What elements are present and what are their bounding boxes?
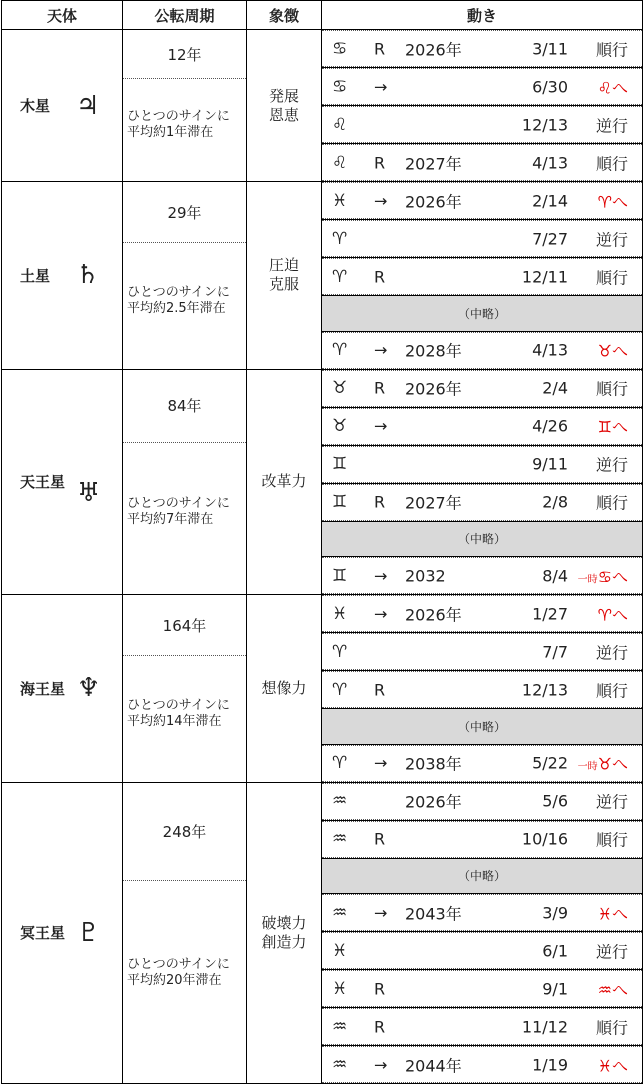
movement-cell bbox=[322, 30, 643, 68]
movement-date: 2/14 bbox=[532, 191, 568, 210]
movement-cell bbox=[322, 633, 643, 671]
movement-status: 逆行 bbox=[595, 643, 628, 662]
movement-mark: → bbox=[374, 566, 388, 585]
zodiac-sign-icon: ♈ bbox=[332, 753, 348, 773]
movement-year: 2044年 bbox=[405, 1056, 462, 1075]
movement-cell bbox=[322, 932, 643, 970]
planet-cell bbox=[2, 182, 123, 370]
movement-date: 12/13 bbox=[521, 680, 568, 699]
movement-date: 12/11 bbox=[521, 267, 568, 286]
movement-cell bbox=[322, 820, 643, 858]
movement-status: 順行 bbox=[595, 1018, 628, 1037]
header-period: 公転周期 bbox=[123, 1, 247, 30]
planet-cell bbox=[2, 595, 123, 783]
zodiac-sign-icon: ♉ bbox=[332, 378, 348, 398]
movement-status: ♈へ bbox=[597, 192, 628, 211]
zodiac-sign-icon: ♊ bbox=[332, 565, 348, 586]
movement-year: 2027年 bbox=[405, 493, 462, 513]
movement-mark: R bbox=[374, 153, 386, 172]
movement-date: 10/16 bbox=[521, 829, 568, 849]
movement-cell bbox=[322, 782, 643, 820]
planet-symbol-icon: ♅ bbox=[77, 477, 101, 508]
movement-status: 逆行 bbox=[595, 942, 628, 961]
movement-mark: R bbox=[374, 492, 386, 512]
planet-row bbox=[2, 782, 643, 820]
planet-cell bbox=[2, 30, 123, 182]
zodiac-sign-icon: ♒ bbox=[332, 829, 348, 849]
symbolism-cell: 圧迫 克服 bbox=[247, 182, 322, 370]
movement-cell bbox=[322, 483, 643, 521]
movement-cell bbox=[322, 220, 643, 258]
omitted-row: （中略） bbox=[322, 709, 643, 745]
movement-mark: R bbox=[374, 1017, 386, 1036]
movement-status: 順行 bbox=[595, 493, 628, 513]
zodiac-sign-icon: ♒ bbox=[332, 1016, 348, 1037]
movement-status: ♓へ bbox=[597, 904, 628, 923]
period-description: ひとつのサインに 平均約7年滞在 bbox=[127, 496, 230, 527]
zodiac-sign-icon: ♓ bbox=[332, 190, 348, 211]
movement-status: 逆行 bbox=[595, 116, 628, 135]
movement-status: ♌へ bbox=[597, 78, 628, 97]
movement-status: ♈へ bbox=[597, 605, 628, 624]
movement-status: 順行 bbox=[595, 40, 628, 59]
period-cell bbox=[123, 782, 247, 1084]
movement-cell bbox=[322, 744, 643, 782]
movement-year: 2028年 bbox=[405, 341, 462, 361]
period-description: ひとつのサインに 平均約20年滞在 bbox=[127, 957, 230, 988]
movement-mark: R bbox=[374, 680, 386, 699]
movement-cell bbox=[322, 182, 643, 220]
period-cell bbox=[123, 30, 247, 182]
planet-row bbox=[2, 595, 643, 633]
movement-cell bbox=[322, 68, 643, 106]
symbolism-cell: 改革力 bbox=[247, 369, 322, 595]
orbital-period: 248年 bbox=[123, 783, 246, 881]
planet-cell bbox=[2, 369, 123, 595]
planet-name: 海王星 bbox=[20, 679, 66, 698]
movement-cell bbox=[322, 894, 643, 932]
planet-symbol-icon: ♆ bbox=[77, 673, 101, 704]
symbolism-cell: 破壊力 創造力 bbox=[247, 782, 322, 1084]
omitted-row: （中略） bbox=[322, 521, 643, 557]
period-cell bbox=[123, 369, 247, 595]
movement-year: 2038年 bbox=[405, 754, 462, 774]
movement-date: 2/8 bbox=[542, 492, 568, 512]
movement-cell bbox=[322, 331, 643, 369]
movement-mark: R bbox=[374, 829, 386, 849]
movement-status: 逆行 bbox=[595, 455, 628, 475]
movement-cell bbox=[322, 557, 643, 595]
movement-year: 2026年 bbox=[405, 379, 462, 399]
movement-mark: → bbox=[374, 753, 388, 773]
movement-mark: → bbox=[374, 1055, 388, 1074]
zodiac-sign-icon: ♋ bbox=[332, 76, 348, 97]
movement-status bbox=[578, 564, 628, 587]
movement-status bbox=[578, 752, 628, 775]
movement-date: 1/27 bbox=[532, 604, 568, 623]
movement-year: 2032 bbox=[405, 566, 446, 585]
movement-year: 2043年 bbox=[405, 904, 462, 923]
planet-name: 土星 bbox=[20, 266, 51, 285]
zodiac-sign-icon: ♓ bbox=[332, 603, 348, 624]
movement-status: 順行 bbox=[595, 379, 628, 399]
period-cell bbox=[123, 182, 247, 370]
movement-mark: → bbox=[374, 191, 388, 210]
movement-cell bbox=[322, 671, 643, 709]
planet-name: 天王星 bbox=[20, 473, 66, 492]
planet-name: 冥王星 bbox=[20, 924, 66, 943]
movement-date: 4/26 bbox=[532, 416, 568, 436]
movement-mark: R bbox=[374, 267, 386, 286]
zodiac-sign-icon: ♋ bbox=[332, 38, 348, 59]
planet-symbol-icon: ♃ bbox=[76, 90, 100, 121]
zodiac-sign-icon: ♈ bbox=[332, 340, 348, 360]
header-movement: 動き bbox=[322, 1, 643, 30]
movement-mark: → bbox=[374, 416, 388, 436]
planet-row bbox=[2, 182, 643, 220]
movement-date: 1/19 bbox=[532, 1055, 568, 1074]
movement-date: 9/11 bbox=[532, 454, 568, 474]
movement-cell bbox=[322, 106, 643, 144]
zodiac-sign-icon: ♈ bbox=[332, 228, 348, 249]
orbital-period: 84年 bbox=[123, 370, 246, 443]
movement-mark: R bbox=[374, 39, 386, 58]
movement-date: 6/30 bbox=[532, 77, 568, 96]
symbolism-cell: 発展 恩恵 bbox=[247, 30, 322, 182]
zodiac-sign-icon: ♊ bbox=[332, 454, 348, 474]
movement-cell bbox=[322, 369, 643, 407]
planet-row bbox=[2, 30, 643, 68]
movement-status: 順行 bbox=[595, 681, 628, 700]
movement-mark: → bbox=[374, 903, 388, 922]
status-text: ♋へ bbox=[597, 567, 628, 586]
period-cell bbox=[123, 595, 247, 783]
movement-status: 逆行 bbox=[595, 230, 628, 249]
movement-mark: R bbox=[374, 979, 386, 998]
temporary-label: 一時 bbox=[577, 574, 598, 585]
movement-cell bbox=[322, 258, 643, 296]
movement-cell bbox=[322, 1046, 643, 1084]
movement-year: 2027年 bbox=[405, 154, 462, 173]
movement-date: 5/22 bbox=[532, 753, 568, 773]
zodiac-sign-icon: ♒ bbox=[332, 1054, 348, 1075]
period-description: ひとつのサインに 平均約14年滞在 bbox=[127, 697, 230, 729]
status-text: ♉へ bbox=[597, 754, 628, 774]
movement-date: 7/27 bbox=[532, 229, 568, 248]
movement-date: 11/12 bbox=[521, 1017, 568, 1036]
period-description: ひとつのサインに 平均約2.5年滞在 bbox=[127, 284, 230, 316]
movement-date: 6/1 bbox=[542, 941, 568, 960]
movement-year: 2026年 bbox=[405, 40, 462, 59]
movement-mark: R bbox=[374, 378, 386, 398]
movement-cell bbox=[322, 445, 643, 483]
movement-status: 逆行 bbox=[595, 792, 628, 812]
orbital-period: 164年 bbox=[123, 595, 246, 656]
table-body bbox=[2, 30, 643, 1084]
zodiac-sign-icon: ♈ bbox=[332, 266, 348, 287]
movement-cell bbox=[322, 970, 643, 1008]
zodiac-sign-icon: ♈ bbox=[332, 679, 348, 700]
zodiac-sign-icon: ♌ bbox=[332, 152, 348, 173]
zodiac-sign-icon: ♓ bbox=[332, 978, 348, 999]
planet-row bbox=[2, 369, 643, 407]
planet-name: 木星 bbox=[20, 97, 51, 115]
period-description: ひとつのサインに 平均約1年滞在 bbox=[127, 109, 230, 140]
zodiac-sign-icon: ♊ bbox=[332, 492, 348, 512]
symbolism-cell: 想像力 bbox=[247, 595, 322, 783]
movement-date: 7/7 bbox=[542, 642, 568, 661]
movement-date: 3/9 bbox=[542, 903, 568, 922]
movement-mark: → bbox=[374, 77, 388, 96]
movement-status: 順行 bbox=[595, 830, 628, 850]
movement-cell bbox=[322, 1008, 643, 1046]
planet-symbol-icon: ♄ bbox=[76, 260, 100, 291]
header-symbolism: 象徴 bbox=[247, 1, 322, 30]
movement-mark: → bbox=[374, 340, 388, 360]
movement-date: 2/4 bbox=[542, 378, 568, 398]
temporary-label: 一時 bbox=[577, 761, 598, 773]
movement-status: 順行 bbox=[595, 154, 628, 173]
movement-cell bbox=[322, 595, 643, 633]
movement-date: 4/13 bbox=[532, 153, 568, 172]
movement-date: 5/6 bbox=[542, 791, 568, 811]
zodiac-sign-icon: ♈ bbox=[332, 641, 348, 662]
movement-status: ♉へ bbox=[597, 341, 628, 361]
movement-mark: → bbox=[374, 604, 388, 623]
omitted-row: （中略） bbox=[322, 858, 643, 894]
movement-cell bbox=[322, 407, 643, 445]
movement-status: 順行 bbox=[595, 268, 628, 287]
zodiac-sign-icon: ♒ bbox=[332, 791, 348, 811]
zodiac-sign-icon: ♓ bbox=[332, 940, 348, 961]
planet-table bbox=[1, 0, 643, 1084]
movement-year: 2026年 bbox=[405, 605, 462, 624]
zodiac-sign-icon: ♌ bbox=[332, 114, 348, 135]
movement-date: 12/13 bbox=[521, 115, 568, 134]
movement-year: 2026年 bbox=[405, 792, 462, 812]
movement-year: 2026年 bbox=[405, 192, 462, 211]
orbital-period: 12年 bbox=[123, 30, 246, 79]
movement-date: 4/13 bbox=[532, 340, 568, 360]
movement-date: 8/4 bbox=[542, 566, 568, 585]
movement-cell bbox=[322, 144, 643, 182]
zodiac-sign-icon: ♉ bbox=[332, 416, 348, 436]
planet-symbol-icon: ♇ bbox=[77, 917, 101, 948]
movement-date: 3/11 bbox=[532, 39, 568, 58]
movement-status: ♊へ bbox=[597, 417, 628, 437]
header-planet: 天体 bbox=[2, 1, 123, 30]
planet-cell bbox=[2, 782, 123, 1084]
movement-status: ♓へ bbox=[597, 1056, 628, 1075]
omitted-row: （中略） bbox=[322, 296, 643, 332]
zodiac-sign-icon: ♒ bbox=[332, 902, 348, 923]
movement-status: ♒へ bbox=[597, 980, 628, 999]
movement-date: 9/1 bbox=[542, 979, 568, 998]
orbital-period: 29年 bbox=[123, 182, 246, 243]
